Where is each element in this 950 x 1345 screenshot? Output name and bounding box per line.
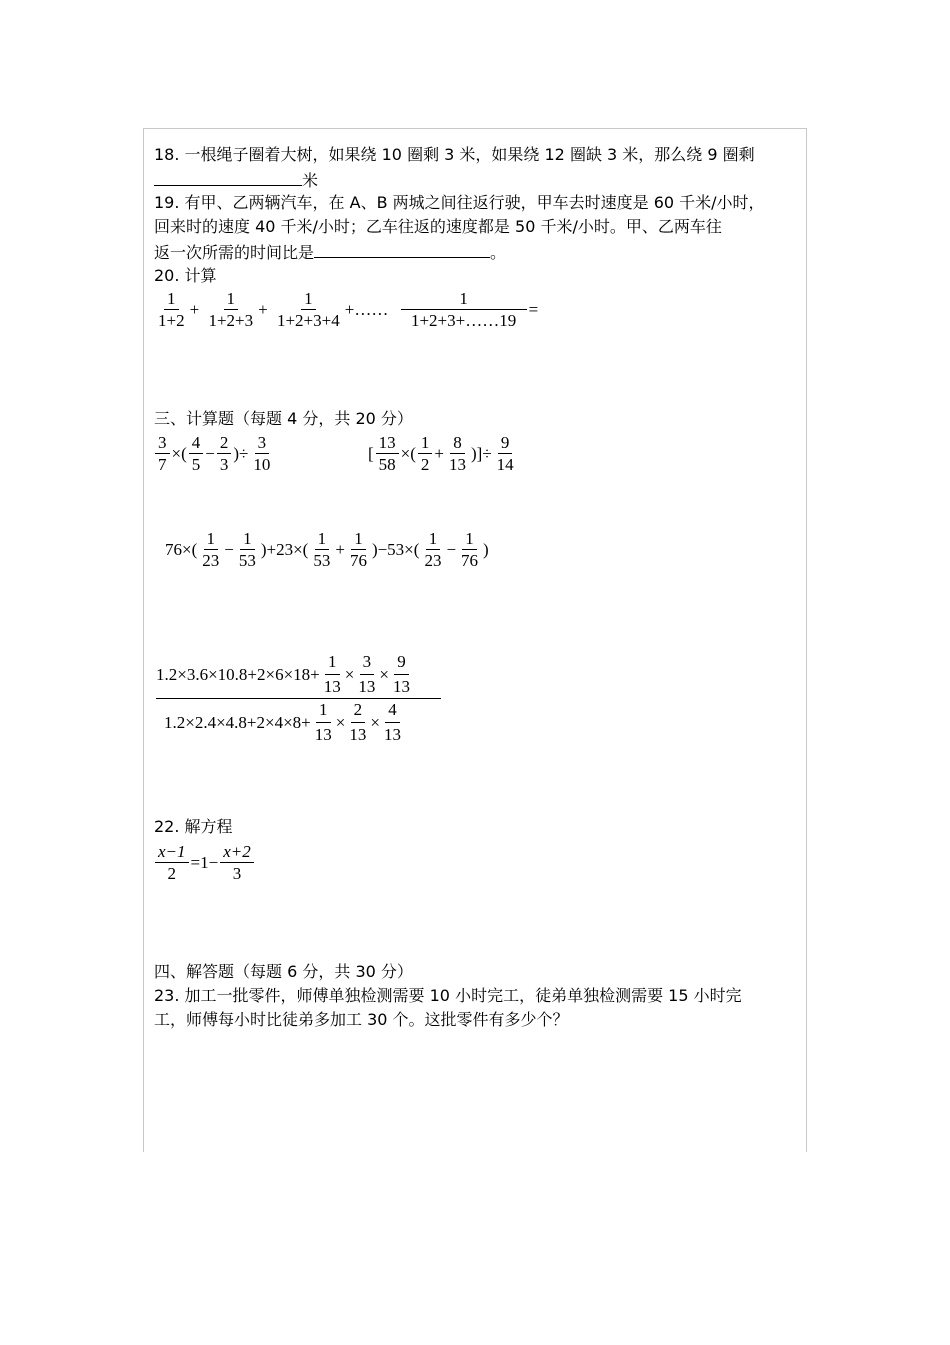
q22-rhs-num-text: x+2 (223, 842, 251, 861)
q22-rhs-den: 3 (232, 864, 242, 883)
s3-e3-f4 (347, 530, 370, 569)
q20-op-3: +…… (344, 300, 389, 319)
q19-end: 。 (490, 243, 507, 262)
s3-e3-t1: 76×( (165, 540, 198, 559)
q18-unit: 米 (302, 171, 319, 190)
s3-e4-bot-f1-den: 13 (314, 725, 332, 744)
q20-frac-3-num: 1 (301, 290, 316, 310)
s3-e3-t2: )+23×( (260, 540, 309, 559)
s3-e3-f6-den: 76 (461, 551, 479, 570)
s3-e1-c-num: 2 (217, 434, 232, 454)
q20-frac-1-den: 1+2 (158, 311, 185, 330)
s3-e3-m2: − (446, 540, 457, 559)
s3-e4-bot-f3-num: 4 (385, 700, 400, 723)
s3-e3-f1-den: 23 (202, 551, 220, 570)
s3-e3-t3: )−53×( (371, 540, 420, 559)
s3-expr4 (156, 652, 441, 745)
s3-e2-d-num: 9 (498, 434, 513, 454)
s3-e1-minus: − (205, 444, 215, 463)
q20-op-1: + (189, 300, 200, 319)
s3-e4-numerator (156, 652, 441, 697)
s3-e4-bot-f3 (381, 700, 404, 745)
q20-title: 20. 计算 (154, 266, 217, 285)
s3-e4-bot-f1-num: 1 (316, 700, 331, 723)
s3-e4-denominator (156, 700, 441, 745)
q20-frac-3 (274, 290, 343, 329)
s3-e3-f3 (310, 530, 333, 569)
q22-lhs-num (155, 843, 189, 863)
q19-answer-blank[interactable] (314, 239, 490, 258)
s3-e2-plus: + (434, 444, 445, 463)
q22-rhs (220, 843, 254, 882)
s3-e2-a-num: 13 (376, 434, 399, 454)
q22-mid: =1− (190, 853, 219, 872)
s3-e3-m1: − (224, 540, 234, 559)
s3-e3-f2-den: 53 (238, 551, 256, 570)
s3-e4-top-f1-den: 13 (323, 677, 341, 696)
s3-e3-f6 (458, 530, 481, 569)
section4-title: 四、解答题（每题 6 分，共 30 分） (154, 962, 413, 981)
q22-rhs-num (220, 843, 254, 863)
s3-e1-frac-c (217, 434, 232, 473)
s3-e3-f5-num: 1 (426, 530, 441, 550)
s3-e1-frac-a (155, 434, 170, 473)
s3-e4-bot-text: 1.2×2.4×4.8+2×4×8+ (164, 712, 311, 732)
q20-frac-1-num: 1 (164, 290, 179, 310)
s3-e4-bot-f3-den: 13 (383, 725, 401, 744)
s3-e1-frac-b (189, 434, 204, 473)
s3-e1-c-den: 3 (219, 455, 229, 474)
s3-e4-top-text: 1.2×3.6×10.8+2×6×18+ (156, 664, 320, 684)
s3-e3-f1 (199, 530, 222, 569)
q18-answer-blank[interactable] (154, 167, 302, 186)
q22-equation (154, 843, 255, 882)
s3-e3-p1: + (335, 540, 345, 559)
q22-lhs (155, 843, 189, 882)
s3-e4-top-f3-num: 9 (394, 652, 409, 675)
q20-frac-2 (205, 290, 256, 329)
s3-e2-b-num: 1 (418, 434, 433, 454)
s3-expr1 (154, 434, 274, 473)
s3-e2-frac-b (418, 434, 433, 473)
s3-e2-times: ×( (400, 444, 416, 463)
s3-e3-f1-num: 1 (204, 530, 219, 550)
q20-frac-4-num: 1 (401, 290, 527, 310)
s3-e3-f4-den: 76 (349, 551, 367, 570)
q20-frac-2-num: 1 (224, 290, 239, 310)
q22-lhs-den: 2 (167, 864, 177, 883)
s3-expr2 (367, 434, 518, 473)
q18-line1: 18. 一根绳子圈着大树，如果绕 10 圈剩 3 米，如果绕 12 圈缺 3 米，那么绕 9 圈剩 (154, 145, 755, 164)
q19-line3 (154, 239, 506, 265)
s3-e4-top-f3 (390, 652, 413, 697)
s3-e4-top-f1-num: 1 (325, 652, 340, 675)
s3-e3-f3-num: 1 (315, 530, 330, 550)
s3-e3-f6-num: 1 (462, 530, 477, 550)
s3-e1-d-num: 3 (255, 434, 270, 454)
q20-frac-4 (401, 290, 527, 329)
q19-line1: 19. 有甲、乙两辆汽车，在 A、B 两城之间往返行驶，甲车去时速度是 60 千米/小时， (154, 193, 765, 212)
s3-e4-top-f3-den: 13 (392, 677, 410, 696)
s3-e1-times: ×( (171, 444, 187, 463)
section3-title: 三、计算题（每题 4 分，共 20 分） (154, 409, 413, 428)
s3-e4-top-times-2: × (379, 664, 389, 684)
q20-frac-3-den: 1+2+3+4 (276, 311, 340, 330)
q23-line1: 23. 加工一批零件，师傅单独检测需要 10 小时完工，徒弟单独检测需要 15 小时完 (154, 986, 742, 1005)
q20-frac-2-den: 1+2+3 (208, 311, 254, 330)
s3-e2-close-div: )]÷ (471, 444, 492, 463)
s3-e2-d-den: 14 (496, 455, 514, 474)
s3-e3-f5 (421, 530, 444, 569)
q19-line3-text: 返一次所需的时间比是 (154, 243, 315, 262)
s3-e4-bot-f1 (312, 700, 335, 745)
s3-e2-c-num: 8 (450, 434, 465, 454)
s3-e4-bot-times-2: × (370, 712, 380, 732)
s3-e3-f2 (236, 530, 259, 569)
s3-e2-b-den: 2 (420, 455, 430, 474)
q20-op-2: + (258, 300, 268, 319)
q22-lhs-num-text: x−1 (158, 842, 186, 861)
s3-e3-f2-num: 1 (240, 530, 255, 550)
s3-e4-top-f1 (321, 652, 344, 697)
s3-e2-c-den: 13 (449, 455, 467, 474)
s3-e2-frac-c (446, 434, 469, 473)
s3-e4-top-f2 (355, 652, 378, 697)
s3-e4-top-f2-num: 3 (360, 652, 375, 675)
s3-e3-t4: ) (483, 540, 489, 559)
s3-e2-a-den: 58 (378, 455, 396, 474)
s3-e4-bot-f2-num: 2 (351, 700, 366, 723)
s3-e2-frac-d (494, 434, 517, 473)
s3-e4-top-times-1: × (344, 664, 355, 684)
q20-expression (154, 290, 539, 329)
q22-title: 22. 解方程 (154, 817, 233, 836)
s3-e4-fraction-bar (156, 698, 441, 699)
q20-op-4: = (528, 300, 539, 319)
q20-frac-1 (155, 290, 188, 329)
s3-e4-top-f2-den: 13 (358, 677, 376, 696)
q19-line2: 回来时的速度 40 千米/小时；乙车往返的速度都是 50 千米/小时。甲、乙两车往 (154, 217, 722, 236)
s3-e4-bot-f2-den: 13 (349, 725, 367, 744)
s3-e2-frac-a (376, 434, 399, 473)
s3-expr3 (164, 530, 490, 569)
s3-e1-a-num: 3 (155, 434, 170, 454)
s3-e3-f5-den: 23 (424, 551, 442, 570)
s3-e3-f4-num: 1 (351, 530, 366, 550)
s3-e1-b-den: 5 (191, 455, 201, 474)
s3-e2-open: [ (368, 444, 374, 463)
s3-e4-bot-times-1: × (335, 712, 346, 732)
s3-e1-frac-d (250, 434, 273, 473)
s3-e1-a-den: 7 (158, 455, 167, 474)
s3-e1-d-den: 10 (253, 455, 271, 474)
q20-frac-4-den: 1+2+3+……19 (410, 311, 517, 330)
s3-e4-bot-f2 (346, 700, 369, 745)
s3-e1-close-div: )÷ (233, 444, 249, 463)
s3-e1-b-num: 4 (189, 434, 204, 454)
q23-line2: 工，师傅每小时比徒弟多加工 30 个。这批零件有多少个？ (154, 1010, 569, 1029)
q18-answer-line (154, 167, 318, 193)
s3-e3-f3-den: 53 (313, 551, 331, 570)
